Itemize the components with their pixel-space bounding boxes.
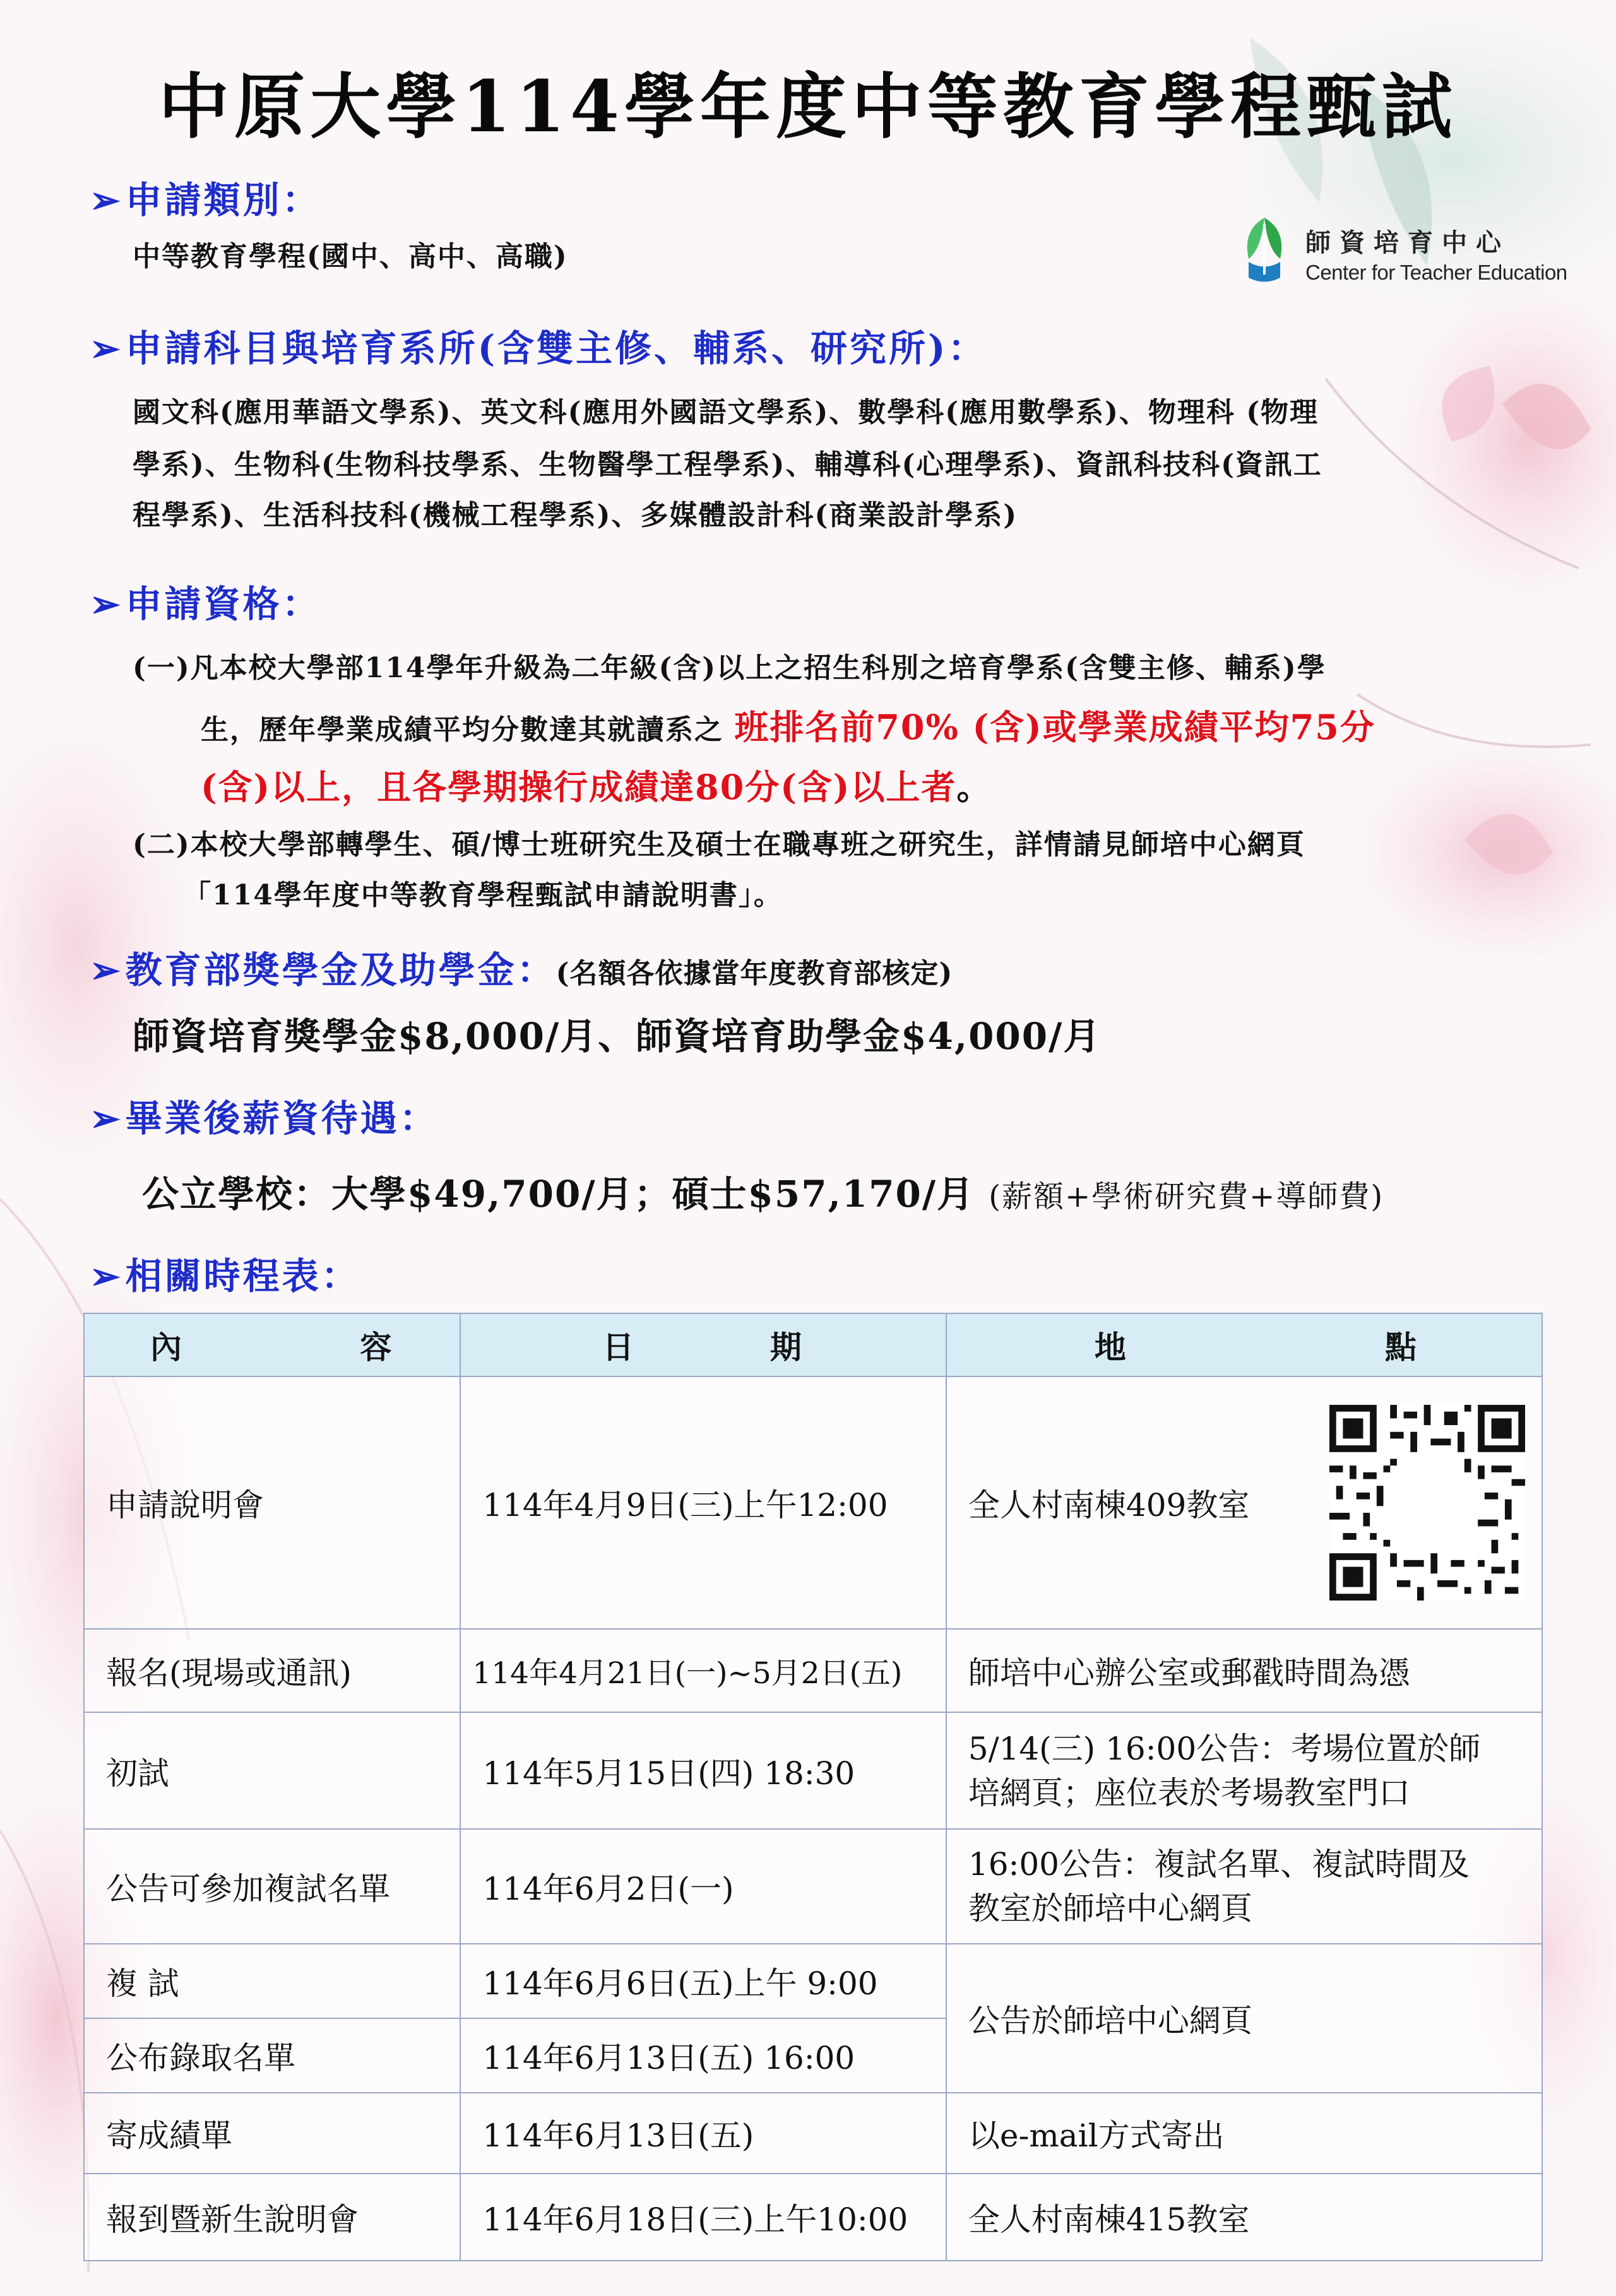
- heading-eligibility: ➢申請資格：: [90, 583, 321, 625]
- row-content: 報名(現場或通訊): [84, 1629, 460, 1712]
- row-date: 114年4月21日(一)~5月2日(五): [460, 1629, 946, 1712]
- row-content: 報到暨新生說明會: [84, 2174, 460, 2261]
- page-title: 中原大學114學年度中等教育學程甄試: [158, 66, 1458, 148]
- table-row: [84, 1944, 1542, 2018]
- row-content: 初試: [84, 1712, 460, 1829]
- eligibility-item2-line1: (二)本校大學部轉學生、碩/博士班研究生及碩士在職專班之研究生，詳情請見師培中心網頁: [133, 829, 1305, 861]
- logo-name-en: Center for Teacher Education: [1305, 261, 1567, 284]
- row-date: 114年6月18日(三)上午10:00: [460, 2174, 946, 2261]
- scholarship-note: (名額各依據當年度教育部核定): [556, 957, 953, 990]
- row-location: 5/14(三) 16:00公告：考場位置於師 培網頁；座位表於考場教室門口: [946, 1712, 1542, 1829]
- arrow-icon: ➢: [90, 949, 123, 991]
- row-content: 複 試: [84, 1944, 460, 2018]
- row-content: 公布錄取名單: [84, 2018, 460, 2093]
- salary-note: (薪額+學術研究費+導師費): [989, 1179, 1384, 1214]
- row-date: 114年6月13日(五): [460, 2093, 946, 2174]
- table-row: [84, 1376, 1542, 1629]
- center-logo: [1236, 211, 1577, 293]
- row-content: 寄成績單: [84, 2093, 460, 2174]
- salary-text: 公立學校：大學$49,700/月；碩士$57,170/月 (薪額+學術研究費+導師費): [142, 1173, 1384, 1216]
- eligibility-item2-line2: 「114學年度中等教育學程甄試申請說明書」。: [183, 879, 783, 911]
- arrow-icon: ➢: [90, 1097, 123, 1140]
- arrow-icon: ➢: [90, 583, 123, 625]
- eligibility-item1-line2: 生，歷年學業成績平均分數達其就讀系之 班排名前70% (含)或學業成績平均75分: [201, 707, 1375, 747]
- heading-scholarship: ➢教育部獎學金及助學金：(名額各依據當年度教育部核定): [90, 949, 953, 991]
- row-content: 公告可參加複試名單: [84, 1829, 460, 1944]
- row-location: 以e-mail方式寄出: [946, 2093, 1542, 2174]
- table-row: [84, 1829, 1542, 1944]
- eligibility-highlight-1: 班排名前70% (含)或學業成績平均75分: [734, 707, 1375, 747]
- eligibility-highlight-2: (含)以上，且各學期操行成績達80分(含)以上者: [201, 767, 957, 807]
- heading-subjects: ➢申請科目與培育系所(含雙主修、輔系、研究所)：: [90, 327, 987, 370]
- row-location: 全人村南棟409教室: [946, 1376, 1542, 1629]
- row-location: 16:00公告：複試名單、複試時間及 教室於師培中心網頁: [946, 1829, 1542, 1944]
- subjects-line-3: 程學系)、生活科技科(機械工程學系)、多媒體設計科(商業設計學系): [133, 499, 1018, 531]
- table-row: [84, 1712, 1542, 1829]
- arrow-icon: ➢: [90, 179, 123, 222]
- header-date: 日 期: [460, 1313, 946, 1376]
- scholarship-text: 師資培育獎學金$8,000/月、師資培育助學金$4,000/月: [133, 1015, 1102, 1058]
- heading-category: ➢申請類別：: [90, 179, 321, 222]
- eligibility-item1-line3: (含)以上，且各學期操行成績達80分(含)以上者。: [201, 767, 992, 807]
- row-date: 114年5月15日(四) 18:30: [460, 1712, 946, 1829]
- eligibility-item1-line1: (一)凡本校大學部114學年升級為二年級(含)以上之招生科別之培育學系(含雙主修、輔系)學: [133, 652, 1326, 684]
- row-date: 114年6月13日(五) 16:00: [460, 2018, 946, 2093]
- row-date: 114年4月9日(三)上午12:00: [460, 1376, 946, 1629]
- schedule-table: [83, 1313, 1543, 2261]
- subjects-line-1: 國文科(應用華語文學系)、英文科(應用外國語文學系)、數學科(應用數學系)、物理科 (物理: [133, 396, 1319, 429]
- table-row: [84, 2174, 1542, 2261]
- table-row: [84, 1629, 1542, 1712]
- header-location: 地 點: [946, 1313, 1542, 1376]
- category-text: 中等教育學程(國中、高中、高職): [133, 240, 568, 273]
- table-header-row: [84, 1313, 1542, 1376]
- row-content: 申請說明會: [84, 1376, 460, 1629]
- logo-name-cn: 師資培育中心: [1305, 228, 1510, 257]
- arrow-icon: ➢: [90, 1255, 123, 1298]
- table-row: [84, 2093, 1542, 2174]
- subjects-line-2: 學系)、生物科(生物科技學系、生物醫學工程學系)、輔導科(心理學系)、資訊科技科(資訊工: [133, 449, 1322, 481]
- heading-salary: ➢畢業後薪資待遇：: [90, 1097, 439, 1140]
- arrow-icon: ➢: [90, 327, 123, 370]
- heading-schedule: ➢相關時程表：: [90, 1255, 360, 1298]
- row-location: 公告於師培中心網頁: [946, 1944, 1542, 2093]
- row-location: 師培中心辦公室或郵戳時間為憑: [946, 1629, 1542, 1712]
- header-content: 內 容: [84, 1313, 460, 1376]
- row-date: 114年6月6日(五)上午 9:00: [460, 1944, 946, 2018]
- qr-code-icon[interactable]: [1329, 1405, 1525, 1601]
- leaf-book-icon: [1236, 211, 1293, 287]
- row-date: 114年6月2日(一): [460, 1829, 946, 1944]
- row-location: 全人村南棟415教室: [946, 2174, 1542, 2261]
